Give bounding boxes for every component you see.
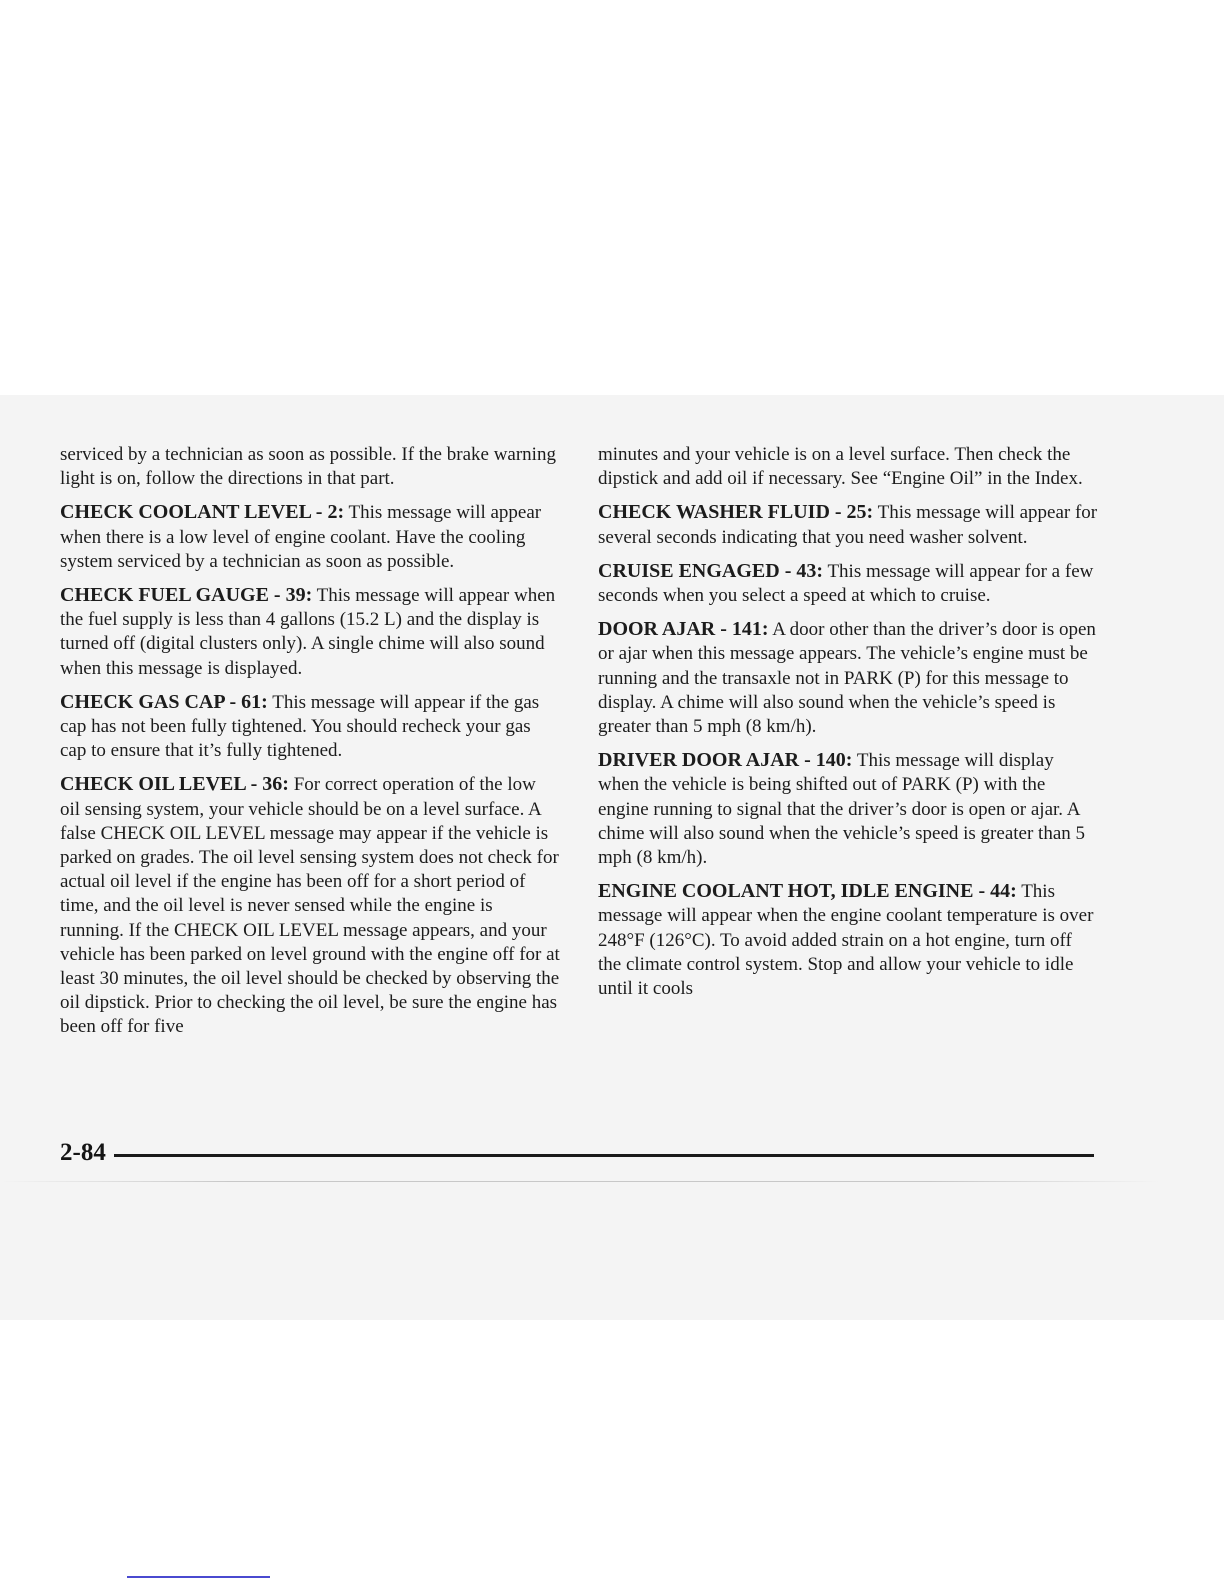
paragraph-text: serviced by a technician as soon as possible. If the brake warning light is on, follow the directions in that part.	[60, 444, 556, 490]
message-term: DOOR AJAR - 141:	[598, 618, 769, 641]
message-term: DRIVER DOOR AJAR - 140:	[598, 749, 853, 772]
paragraph-door-ajar	[598, 617, 1098, 739]
footer-rule	[114, 1154, 1094, 1157]
paragraph-engine-coolant-hot	[598, 879, 1098, 1001]
message-term: CHECK OIL LEVEL - 36:	[60, 773, 289, 796]
paragraph-check-fuel-gauge	[60, 583, 560, 681]
paragraph-text: This message will appear if the gas cap has not been fully tightened. You should recheck your gas cap to ensure that it’s fully tightened.	[60, 691, 540, 762]
paragraph-check-gas-cap	[60, 690, 560, 764]
paragraph-text: This message will appear for a few seconds when you select a speed at which to cruise.	[598, 560, 1094, 607]
message-term: CHECK FUEL GAUGE - 39:	[60, 584, 313, 607]
paragraph-check-washer-fluid	[598, 500, 1098, 549]
paragraph-text: This message will display when the vehicle is being shifted out of PARK (P) with the engine running to signal that the driver’s door is open or ajar. A chime will also sound when the vehicle’s speed is greater than 5 mph (8 km/h).	[598, 750, 1086, 869]
paragraph-cruise-engaged	[598, 559, 1098, 608]
paragraph-brake-continued	[60, 443, 560, 491]
paragraph-text: A door other than the driver’s door is open or ajar when this message appears. The vehicle’s engine must be running and the transaxle not in PARK (P) for this message to display. A chime will also sound when the vehicle’s speed is greater than 5 mph (8 km/h).	[598, 619, 1096, 738]
paragraph-driver-door-ajar	[598, 748, 1098, 870]
page-number: 2-84	[60, 1139, 106, 1166]
paragraph-text: This message will appear for several seconds indicating that you need washer solvent.	[598, 502, 1098, 548]
paragraph-text: This message will appear when there is a low level of engine coolant. Have the cooling system serviced by a technician as soon as possible.	[60, 502, 542, 572]
paragraph-text: minutes and your vehicle is on a level surface. Then check the dipstick and add oil if necessary. See “Engine Oil” in the Index.	[598, 444, 1083, 490]
paragraph-text: This message will appear when the fuel supply is less than 4 gallons (15.2 L) and the display is turned off (digital clusters only). A single chime will also sound when this message is displayed.	[60, 585, 556, 679]
paragraph-check-coolant-level	[60, 500, 560, 574]
message-term: CHECK COOLANT LEVEL - 2:	[60, 501, 345, 524]
message-term: CHECK WASHER FLUID - 25:	[598, 501, 874, 524]
message-term: ENGINE COOLANT HOT, IDLE ENGINE - 44:	[598, 880, 1017, 903]
paragraph-oil-level-continued	[598, 443, 1098, 491]
message-term: CHECK GAS CAP - 61:	[60, 690, 268, 713]
message-term: CRUISE ENGAGED - 43:	[598, 559, 824, 582]
paragraph-check-oil-level	[60, 772, 560, 1039]
right-column	[598, 443, 1098, 1010]
left-column	[60, 443, 560, 1049]
scan-artifact-line	[0, 1181, 1160, 1182]
paragraph-text: This message will appear when the engine coolant temperature is over 248°F (126°C). To avoid added strain on a hot engine, turn off the climate control system. Stop and allow your vehicle to idle until it cools	[598, 881, 1094, 1000]
paragraph-text: For correct operation of the low oil sensing system, your vehicle should be on a level surface. A false CHECK OIL LEVEL message may appear if the vehicle is parked on grades. The oil level sensing system does not check for actual oil level if the engine has been off for a short period of time, and the oil level is never sensed while the engine is running. If the CHECK OIL LEVEL message appears, and your vehicle has been parked on level ground with the engine off for at least 30 minutes, the oil level should be checked by observing the oil dipstick. Prior to checking the oil level, be sure the engine has been off for five	[60, 774, 560, 1038]
link-underline[interactable]	[127, 1576, 270, 1578]
